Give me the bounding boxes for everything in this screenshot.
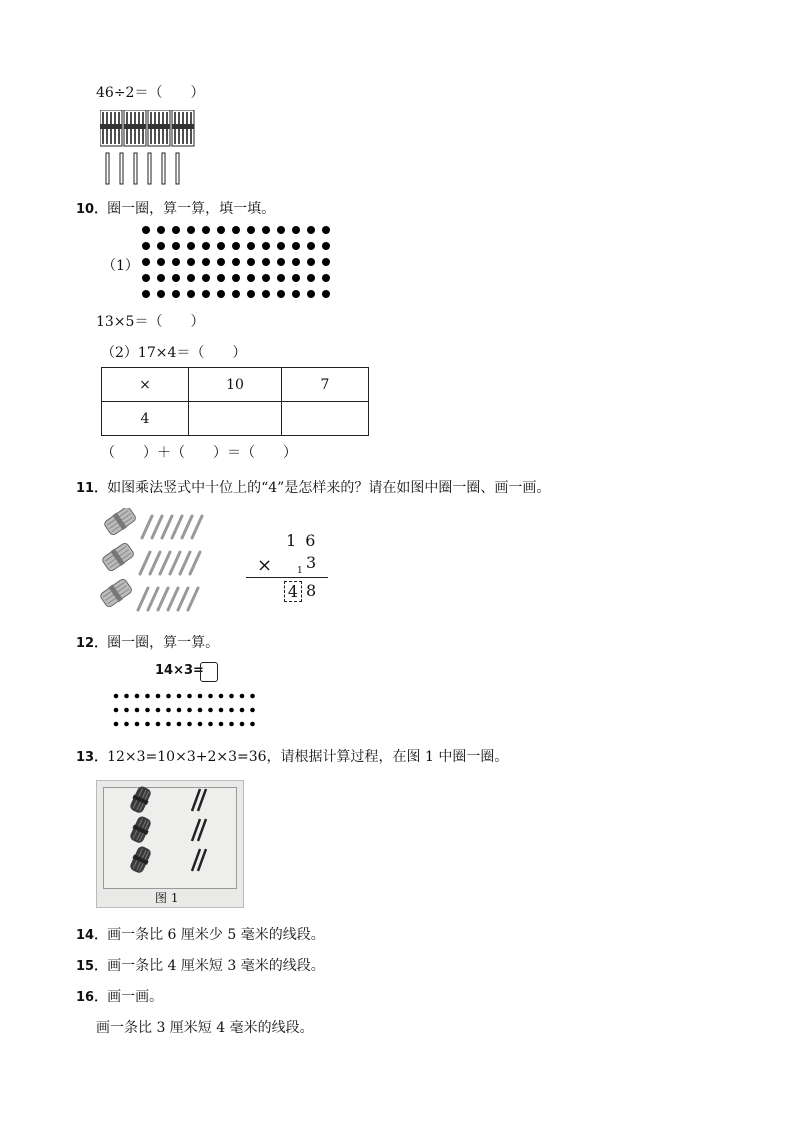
question-number: 10． xyxy=(76,202,108,217)
bundle-icon xyxy=(100,577,198,610)
q12-equation: 14×3= xyxy=(155,663,204,678)
times-sign: × xyxy=(257,555,273,576)
answer-cell[interactable] xyxy=(189,402,282,436)
q15-heading xyxy=(76,955,325,975)
dot-array-13x5 xyxy=(138,222,338,302)
bundle-icon xyxy=(128,815,153,845)
q13-heading xyxy=(76,746,508,766)
question-number: 12． xyxy=(76,636,108,651)
question-text: 画一条比 6 厘米少 5 毫米的线段。 xyxy=(107,927,325,943)
multiplier: 3 xyxy=(306,553,317,572)
question-text: 圈一圈，算一算。 xyxy=(107,635,220,651)
question-text: 如图乘法竖式中十位上的“4”是怎样来的？请在如图中圈一圈、画一画。 xyxy=(107,480,551,496)
stick-bundles-16x3 xyxy=(100,508,218,616)
answer-box[interactable] xyxy=(200,662,218,682)
q9-equation: 46÷2＝（ ） xyxy=(96,85,205,101)
carry-digit: 1 xyxy=(297,566,303,576)
bundle-icon xyxy=(101,541,200,574)
question-text: 圈一圈，算一算，填一填。 xyxy=(107,201,276,217)
stick-pair-icon xyxy=(192,819,206,841)
vertical-line xyxy=(246,577,328,578)
question-text: 画一画。 xyxy=(107,989,164,1005)
question-number: 15． xyxy=(76,959,108,974)
q11-heading xyxy=(76,477,550,497)
q10-part2-label: （2）17×4＝（ ） xyxy=(101,345,247,361)
table-cell: 10 xyxy=(189,368,282,402)
q10-part1-label: （1） xyxy=(102,258,139,274)
table-row xyxy=(102,368,369,402)
q14-heading xyxy=(76,924,325,944)
vertical-top: 1 6 xyxy=(286,531,318,550)
q10-heading xyxy=(76,198,275,218)
bundle-icon xyxy=(100,110,122,146)
figure-caption: 图 1 xyxy=(155,891,179,905)
question-number: 13． xyxy=(76,750,108,765)
bundle-icon xyxy=(128,845,153,875)
bundle-icon xyxy=(103,508,202,538)
question-text: 画一条比 4 厘米短 3 毫米的线段。 xyxy=(107,958,325,974)
tens-digit-box: 4 xyxy=(284,581,302,602)
question-number: 11． xyxy=(76,481,108,496)
table-cell: 7 xyxy=(282,368,369,402)
table-cell: 4 xyxy=(102,402,189,436)
bundle-icon xyxy=(124,110,146,146)
figure-1 xyxy=(96,780,244,908)
question-number: 14． xyxy=(76,928,108,943)
table-cell: × xyxy=(102,368,189,402)
bundle-icon xyxy=(128,785,153,815)
q10-sum-line: （ ）＋（ ）＝（ ） xyxy=(101,445,297,461)
q16-subtext: 画一条比 3 厘米短 4 毫米的线段。 xyxy=(96,1020,314,1036)
stick-bundles-46 xyxy=(100,110,200,186)
bundle-icon xyxy=(172,110,194,146)
q12-heading xyxy=(76,632,219,652)
ones-digit: 8 xyxy=(306,581,317,600)
table-row xyxy=(102,402,369,436)
question-text: 12×3=10×3+2×3=36，请根据计算过程，在图 1 中圈一圈。 xyxy=(107,749,509,765)
dot-array-14x3 xyxy=(112,690,262,730)
q10-part1-equation: 13×5＝（ ） xyxy=(96,314,205,330)
answer-cell[interactable] xyxy=(282,402,369,436)
stick-pair-icon xyxy=(192,849,206,871)
stick-pair-icon xyxy=(192,789,206,811)
multiplication-table xyxy=(101,367,369,436)
q16-heading xyxy=(76,986,163,1006)
bundle-icon xyxy=(148,110,170,146)
question-number: 16． xyxy=(76,990,108,1005)
single-sticks xyxy=(106,153,179,184)
